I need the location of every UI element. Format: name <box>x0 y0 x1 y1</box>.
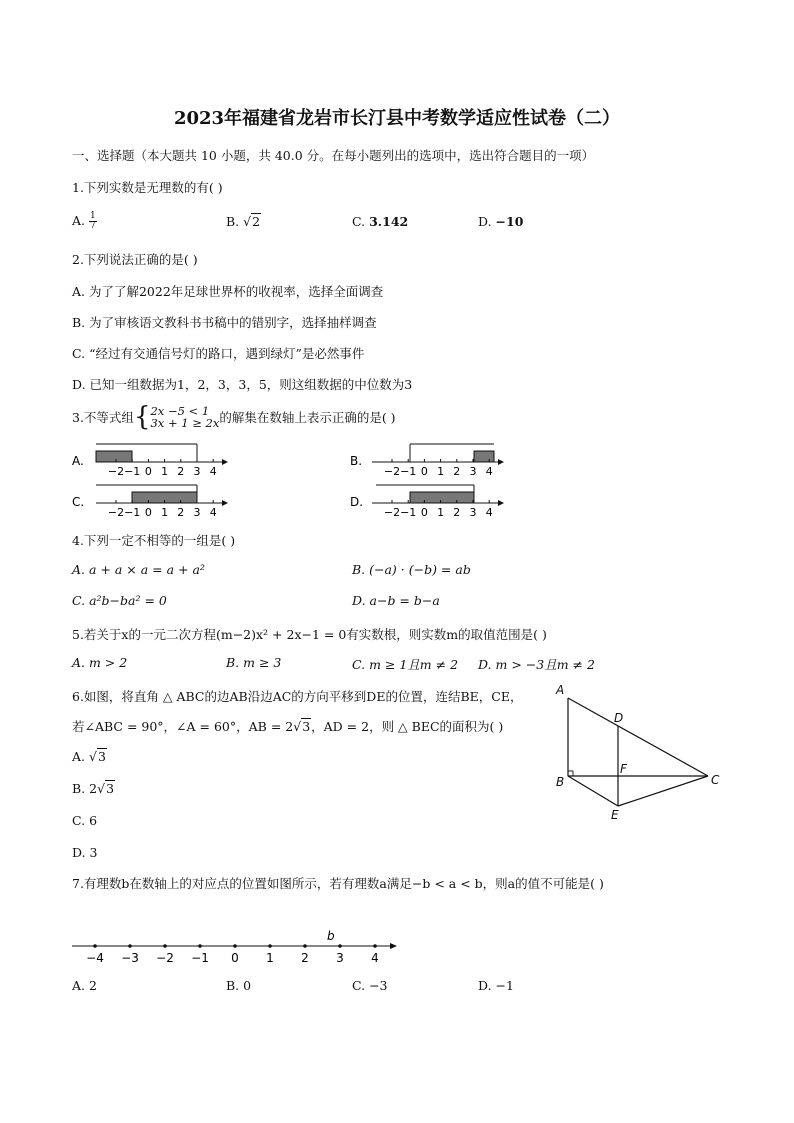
tick-label: 4 <box>371 951 379 965</box>
q6-option-b: B. 2√3 <box>72 781 115 796</box>
q4-stem: 4.下列一定不相等的一组是( ) <box>72 533 236 548</box>
tick-label: −2 <box>107 506 125 519</box>
q1-option-b: B. √2 <box>226 214 261 229</box>
number-line-dot <box>163 944 167 948</box>
tick-label: 3 <box>336 951 344 965</box>
q5-option-c: C. m ≥ 1且m ≠ 2 <box>352 657 459 672</box>
tick-label: −1 <box>124 506 141 519</box>
tick-label: 0 <box>420 465 428 478</box>
number-line-dot <box>303 944 307 948</box>
tick-label: 1 <box>437 465 445 478</box>
tick-label: 2 <box>453 465 461 478</box>
tick-label: −2 <box>383 506 401 519</box>
point-b-label: b <box>327 929 335 943</box>
q3-label-c: C. <box>72 495 85 509</box>
tick-label: 1 <box>161 465 169 478</box>
tick-label: 2 <box>177 506 185 519</box>
q6-option-a: A. √3 <box>72 749 106 764</box>
q2-option-a: A. 为了了解2022年足球世界杯的收视率，选择全面调查 <box>72 284 384 299</box>
tick-label: −4 <box>86 951 104 965</box>
q6-option-c: C. 6 <box>72 813 98 828</box>
q2-stem: 2.下列说法正确的是( ) <box>72 252 198 267</box>
number-line-dot <box>373 944 377 948</box>
q4-option-b: B. (−a) · (−b) = ab <box>352 562 471 577</box>
tick-label: 4 <box>209 506 217 519</box>
q7-option-b: B. 0 <box>226 978 252 993</box>
point-a-label: A <box>556 683 565 697</box>
tick-label: 1 <box>161 506 169 519</box>
shaded-region-a <box>96 451 132 462</box>
number-line-dot <box>93 944 97 948</box>
inequality-system: 2x −5 < 1 3x + 1 ≥ 2x <box>150 404 220 430</box>
q3-stem: 3.不等式组{ 2x −5 < 1 3x + 1 ≥ 2x 的解集在数轴上表示正确的是( ) <box>72 402 396 432</box>
exam-title: 2023年福建省龙岩市长汀县中考数学适应性试卷（二） <box>173 108 621 129</box>
number-line-dot <box>338 944 342 948</box>
tick-label: −2 <box>107 465 125 478</box>
tick-label: 3 <box>469 506 477 519</box>
q2-option-c: C. “经过有交通信号灯的路口，遇到绿灯”是必然事件 <box>72 346 365 361</box>
number-line-dot <box>233 944 237 948</box>
tick-label: −1 <box>191 951 209 965</box>
q1-stem: 1.下列实数是无理数的有( ) <box>72 180 223 195</box>
number-line-dot <box>198 944 202 948</box>
shaded-region-d <box>410 492 474 503</box>
number-line-dot <box>268 944 272 948</box>
q2-option-b: B. 为了审核语文教科书书稿中的错别字，选择抽样调查 <box>72 315 377 330</box>
q5-option-d: D. m > −3且m ≠ 2 <box>478 657 595 672</box>
q2-option-d: D. 已知一组数据为1，2，3，3，5，则这组数据的中位数为3 <box>72 377 413 392</box>
tick-label: 1 <box>266 951 274 965</box>
tick-label: −2 <box>156 951 174 965</box>
q3-label-a: A. <box>72 454 84 468</box>
point-f-label: F <box>620 762 627 776</box>
tick-label: 0 <box>144 506 152 519</box>
q1-option-c: C. 3.142 <box>352 214 409 229</box>
q3-number-lines <box>60 436 760 526</box>
q7-option-d: D. −1 <box>478 978 514 993</box>
tick-label: 3 <box>193 506 201 519</box>
q4-option-c: C. a²b−ba² = 0 <box>72 593 167 608</box>
point-c-label: C <box>711 773 720 787</box>
q5-option-a: A. m > 2 <box>72 655 128 670</box>
tick-label: −1 <box>124 465 141 478</box>
point-d-label: D <box>614 711 624 725</box>
tick-label: −1 <box>400 506 417 519</box>
fraction: $\frac{1}{7}$ <box>90 211 96 231</box>
shaded-region-b <box>474 451 494 462</box>
q6-stem-line2: 若∠ABC = 90°，∠A = 60°，AB = 2√3，AD = 2，则 △ BEC的面积为( ) <box>72 719 504 734</box>
tick-label: 4 <box>209 465 217 478</box>
q5-option-b: B. m ≥ 3 <box>226 655 282 670</box>
tick-label: −1 <box>400 465 417 478</box>
q6-triangle-figure <box>550 680 730 825</box>
tick-label: 3 <box>193 465 201 478</box>
q3-label-b: B. <box>350 454 363 468</box>
number-line-dot <box>128 944 132 948</box>
q5-stem: 5.若关于x的一元二次方程(m−2)x² + 2x−1 = 0有实数根，则实数m的取值范围是( ) <box>72 627 547 642</box>
tick-label: 0 <box>420 506 428 519</box>
point-b-label: B <box>556 775 565 789</box>
point-e-label: E <box>611 808 619 822</box>
tick-label: 4 <box>485 506 493 519</box>
tick-label: 4 <box>485 465 493 478</box>
tick-label: 0 <box>144 465 152 478</box>
q7-option-a: A. 2 <box>72 978 97 993</box>
tick-label: −2 <box>383 465 401 478</box>
q7-option-c: C. −3 <box>352 978 388 993</box>
tick-label: 2 <box>301 951 309 965</box>
tick-label: 1 <box>437 506 445 519</box>
section-heading: 一、选择题（本大题共 10 小题，共 40.0 分。在每小题列出的选项中，选出符合题目的一项） <box>72 148 595 163</box>
q4-option-a: A. a + a × a = a + a² <box>72 562 205 577</box>
q7-stem: 7.有理数b在数轴上的对应点的位置如图所示，若有理数a满足−b < a < b，则a的值不可能是( ) <box>72 876 604 891</box>
tick-label: −3 <box>121 951 139 965</box>
tick-label: 0 <box>231 951 239 965</box>
q4-option-d: D. a−b = b−a <box>352 593 440 608</box>
q1-option-d: D. −10 <box>478 214 524 229</box>
tick-label: 2 <box>177 465 185 478</box>
q3-label-d: D. <box>350 495 364 509</box>
q1-option-a: A. $\frac{1}{7}$ <box>72 211 96 231</box>
tick-label: 3 <box>469 465 477 478</box>
q6-option-d: D. 3 <box>72 845 98 860</box>
q6-stem-line1: 6.如图，将直角 △ ABC的边AB沿边AC的方向平移到DE的位置，连结BE，CE， <box>72 689 523 704</box>
tick-label: 2 <box>453 506 461 519</box>
q7-number-line <box>66 926 406 966</box>
